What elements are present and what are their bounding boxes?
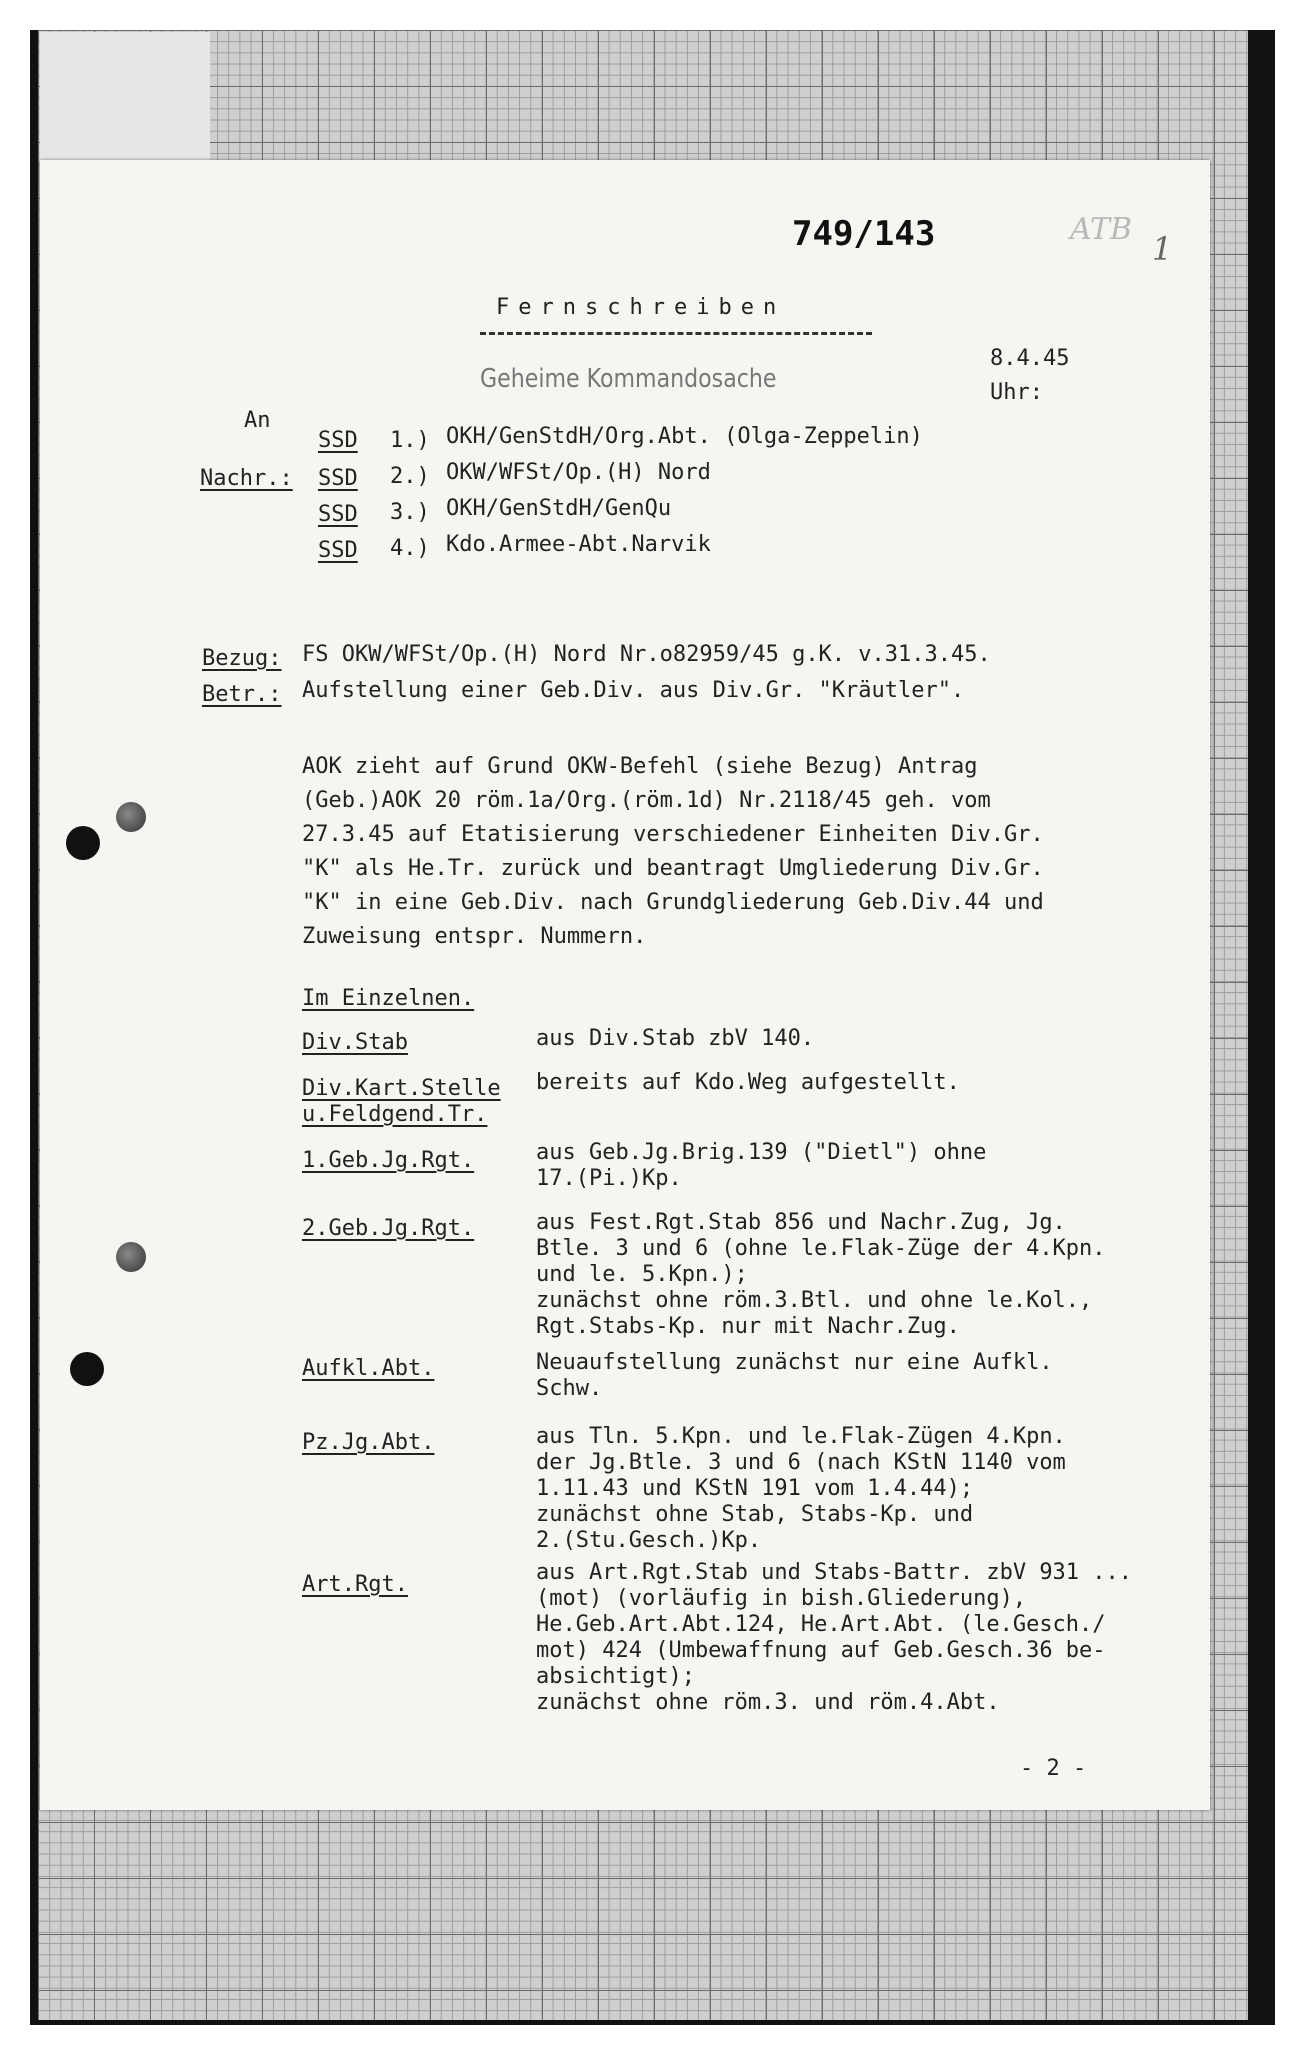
punch-hole-bottom [70,1352,104,1386]
time-label: Uhr: [990,380,1043,405]
bezug-label: Bezug: [202,646,282,671]
addressee-priority: SSD [318,538,358,563]
unit-detail: aus Geb.Jg.Brig.139 ("Dietl") ohne 17.(Pi.)Kp. [536,1140,987,1191]
addressee-number: 4.) [390,536,430,561]
paragraph-line: "K" in eine Geb.Div. nach Grundgliederung Geb.Div.44 und [302,890,1044,915]
to-label: An [244,408,271,433]
unit-name: Art.Rgt. [302,1572,408,1597]
cc-label: Nachr.: [200,466,293,491]
addressee-number: 2.) [390,464,430,489]
unit-name: 2.Geb.Jg.Rgt. [302,1216,475,1241]
pencil-mark-number: 1 [1152,230,1173,268]
unit-name: Pz.Jg.Abt. [302,1430,435,1455]
punch-hole-top [66,826,100,860]
unit-detail: aus Div.Stab zbV 140. [536,1026,815,1051]
reference-number: 749/143 [792,214,936,254]
addressee-priority: SSD [318,502,358,527]
paragraph-line: 27.3.45 auf Etatisierung verschiedener Einheiten Div.Gr. [302,822,1044,847]
pencil-mark-atb: ATB [1070,212,1133,247]
paragraph-line: AOK zieht auf Grund OKW-Befehl (siehe Bezug) Antrag [302,754,978,779]
addressee-number: 1.) [390,428,430,453]
addressee-text: OKW/WFSt/Op.(H) Nord [446,460,711,485]
unit-name: 1.Geb.Jg.Rgt. [302,1148,475,1173]
addressee-text: OKH/GenStdH/GenQu [446,496,672,521]
betr-text: Aufstellung einer Geb.Div. aus Div.Gr. "Kräutler". [302,678,965,703]
addressee-priority: SSD [318,466,358,491]
binder-clip-bottom [116,1242,146,1272]
addressee-text: OKH/GenStdH/Org.Abt. (Olga-Zeppelin) [446,424,923,449]
betr-label: Betr.: [202,682,282,707]
unit-name: Div.Kart.Stelle u.Feldgend.Tr. [302,1076,501,1127]
paragraph-line: Zuweisung entspr. Nummern. [302,924,647,949]
unit-name: Aufkl.Abt. [302,1356,435,1381]
addressee-priority: SSD [318,428,358,453]
addressee-number: 3.) [390,500,430,525]
unit-detail: aus Art.Rgt.Stab und Stabs-Battr. zbV 931 ... (mot) (vorläufig in bish.Gliederung), He.Geb.Art.Abt.124, He.Art.Abt. (le.Gesch./ mot) 424 (Umbewaffnung auf Geb.Gesch.36 be- absichtigt); zunächst ohne röm.3. und röm.4.Abt. [536,1560,1133,1715]
bezug-text: FS OKW/WFSt/Op.(H) Nord Nr.o82959/45 g.K. v.31.3.45. [302,642,991,667]
classification-stamp: Geheime Kommandosache [480,364,777,394]
paragraph-line: "K" als He.Tr. zurück und beantragt Umgliederung Div.Gr. [302,856,1044,881]
document-title: Fernschreiben [496,295,786,320]
unit-detail: aus Fest.Rgt.Stab 856 und Nachr.Zug, Jg. Btle. 3 und 6 (ohne le.Flak-Züge der 4.Kpn. und le. 5.Kpn.); zunächst ohne röm.3.Btl. und ohne le.Kol., Rgt.Stabs-Kp. nur mit Nachr.Zug. [536,1210,1106,1339]
unit-detail: bereits auf Kdo.Weg aufgestellt. [536,1070,960,1095]
addressee-text: Kdo.Armee-Abt.Narvik [446,532,711,557]
binder-clip-top [116,802,146,832]
unit-detail: aus Tln. 5.Kpn. und le.Flak-Zügen 4.Kpn. der Jg.Btle. 3 und 6 (nach KStN 1140 vom 1.11.43 und KStN 191 vom 1.4.44); zunächst ohne Stab, Stabs-Kp. und 2.(Stu.Gesch.)Kp. [536,1424,1066,1553]
paragraph-line: (Geb.)AOK 20 röm.1a/Org.(röm.1d) Nr.2118/45 geh. vom [302,788,991,813]
date: 8.4.45 [990,346,1070,371]
section-heading: Im Einzelnen. [302,986,475,1011]
page-marker: - 2 - [1020,1756,1087,1781]
unit-name: Div.Stab [302,1030,408,1055]
title-underline [480,332,872,335]
unit-detail: Neuaufstellung zunächst nur eine Aufkl. Schw. [536,1350,1053,1401]
